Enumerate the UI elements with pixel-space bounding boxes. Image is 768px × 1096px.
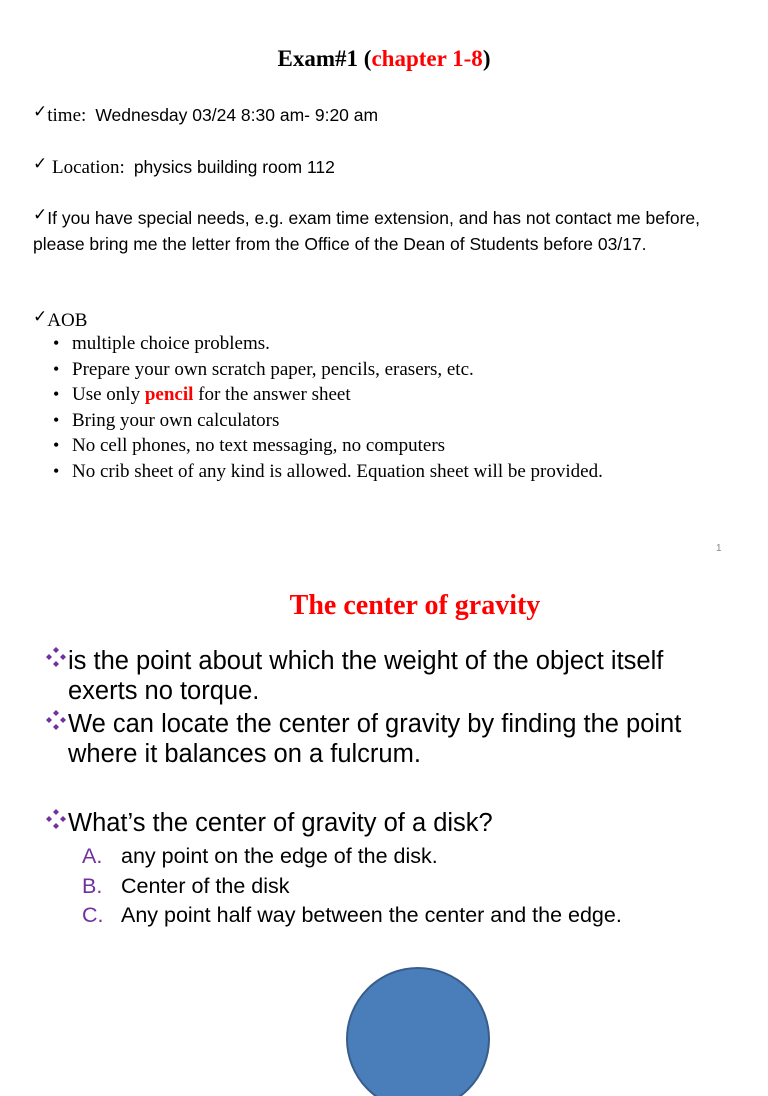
check-mark-icon: ✓ (33, 102, 48, 122)
four-diamond-bullet-icon (46, 646, 68, 676)
list-item: • Prepare your own scratch paper, pencils, erasers, etc. (52, 357, 603, 383)
check-mark-icon: ✓ (33, 205, 48, 225)
question-disk: What’s the center of gravity of a disk? (46, 808, 748, 838)
check-mark-icon: ✓ (33, 307, 48, 327)
chapter-range: chapter 1-8 (371, 46, 483, 71)
list-item: • Bring your own calculators (52, 408, 603, 434)
four-diamond-bullet-icon (46, 808, 68, 838)
slide-title: Exam#1 (chapter 1-8) (277, 46, 491, 71)
aob-list (52, 331, 603, 485)
list-item: • multiple choice problems. (52, 331, 603, 357)
disk-circle (347, 968, 489, 1096)
disk-shape (346, 966, 490, 1096)
special-needs-note: ✓If you have special needs, e.g. exam time extension, and has not contact me before, please bring me the letter from the Office of the Dean of Students before 03/17. (33, 205, 700, 254)
option-a: A. any point on the edge of the disk. (82, 844, 438, 868)
slide-center-of-gravity (0, 566, 768, 1024)
pencil-emphasis: pencil (144, 384, 194, 406)
four-diamond-bullet-icon (46, 709, 68, 739)
point-locate: We can locate the center of gravity by finding the point where it balances on a fulcrum. (46, 709, 748, 769)
option-c: C. Any point half way between the center and the edge. (82, 903, 622, 927)
exam-time: ✓time: Wednesday 03/24 8:30 am- 9:20 am (33, 102, 379, 126)
page-number: 1 (716, 543, 722, 554)
point-definition: is the point about which the weight of the object itself exerts no torque. (46, 646, 748, 706)
list-item: • Use only pencil for the answer sheet (52, 382, 603, 408)
list-item: • No cell phones, no text messaging, no computers (52, 433, 603, 459)
answer-options (82, 842, 622, 931)
slide-title: The center of gravity (289, 590, 541, 621)
list-item: • No crib sheet of any kind is allowed. Equation sheet will be provided. (52, 459, 603, 485)
exam-location: ✓ Location: physics building room 112 (33, 154, 335, 178)
check-mark-icon: ✓ (33, 154, 48, 174)
option-b: B. Center of the disk (82, 873, 290, 898)
aob-heading: ✓AOB (33, 307, 88, 331)
